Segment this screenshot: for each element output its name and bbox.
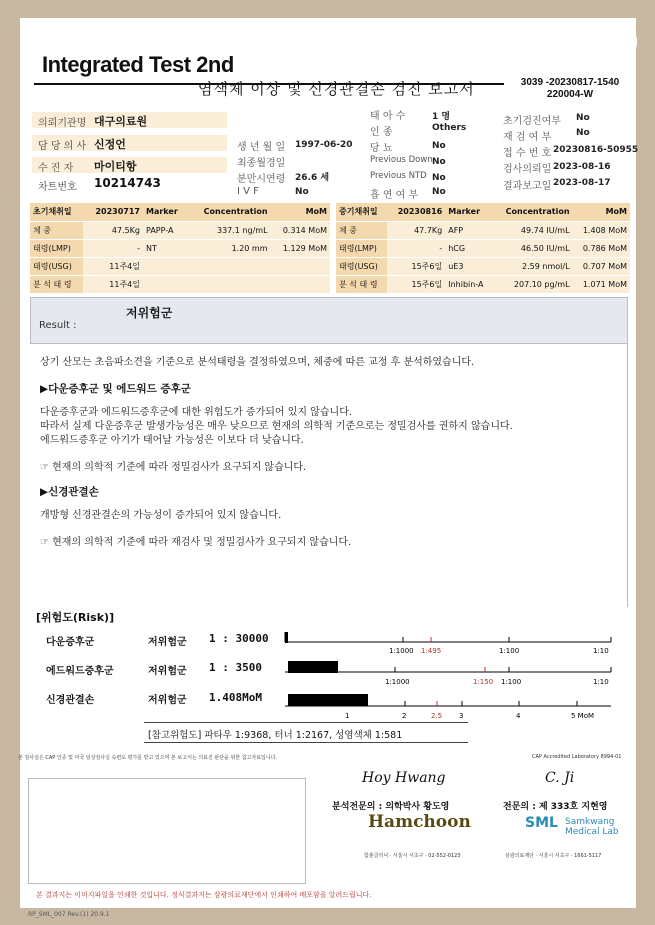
result-value: 저위험군 — [126, 306, 173, 320]
tick-edwards-4: 1:10 — [593, 678, 609, 686]
cap-number: CAP Accredited Laboratory 8994-01 — [532, 754, 622, 760]
first-tri-row — [30, 239, 330, 257]
reexam-label: 재 검 여 부 — [503, 132, 552, 143]
signature-right: C. Ji — [545, 770, 575, 786]
previous-ntd-label: Previous NTD — [370, 171, 427, 181]
first-tri-cell: Concentration — [188, 203, 271, 221]
document-number: 3039 -20230817-1540 220004-W — [520, 77, 620, 100]
second-tri-cell: Concentration — [493, 203, 573, 221]
ntd-line-1: 개방형 신경관결손의 가능성이 증가되어 있지 않습니다. — [40, 510, 282, 521]
tick-ntd-2: 2 — [402, 712, 407, 720]
second-tri-cell: 태령(USG) — [336, 257, 387, 275]
previous-down-label: Previous Down — [370, 155, 433, 165]
second-tri-cell: 1.408 MoM — [573, 221, 630, 239]
ivf-label: I V F — [237, 186, 259, 197]
requesting-institution: 의뢰기관명 대구의료원 — [32, 112, 227, 128]
reexam-value: No — [576, 128, 590, 138]
second-tri-cell: 49.74 IU/mL — [493, 221, 573, 239]
first-tri-cell: Marker — [143, 203, 188, 221]
patient-name: 수 진 자 마이티항 — [32, 157, 227, 173]
initial-exam-label: 초기검진여부 — [503, 116, 561, 127]
initial-exam-value: No — [576, 113, 590, 123]
first-tri-row — [30, 257, 330, 275]
second-tri-cell: 47.7Kg — [387, 221, 445, 239]
left-org-address: 함춘클리닉 · 서울시 서초구 · 02-552-0123 — [364, 853, 461, 859]
second-tri-cell: 207.10 pg/mL — [493, 275, 573, 293]
tick-ntd-1: 1 — [345, 712, 350, 720]
second-tri-cell: 분 석 태 령 — [336, 275, 387, 293]
ntd-heading: ▶신경관결손 — [40, 486, 99, 498]
tick-down-1: 1:1000 — [389, 647, 414, 655]
tick-down-3: 1:100 — [499, 647, 520, 655]
first-tri-cell: 초기채취일 — [30, 203, 83, 221]
risk-scale-ntd — [285, 690, 615, 722]
down-edwards-line-3: 에드워드증후군 아기가 태어날 가능성은 이보다 더 낮습니다. — [40, 435, 304, 446]
second-tri-cell: 2.59 nmol/L — [493, 257, 573, 275]
second-tri-cell: 체 중 — [336, 221, 387, 239]
first-tri-cell — [271, 257, 330, 275]
report-title-en: Integrated Test 2nd — [42, 52, 234, 77]
tick-ntd-3: 2.5 — [431, 712, 443, 720]
tick-edwards-1: 1:1000 — [385, 678, 410, 686]
signer-left: 분석전문의 : 의학박사 황도영 — [332, 802, 450, 812]
previous-down-value: No — [432, 157, 446, 167]
form-number: RP_SML_007 Rev.(1) 20.9.1 — [28, 911, 110, 918]
samkwang-logo: SML Samkwang Medical Lab — [525, 815, 619, 837]
risk-bar-edwards — [288, 661, 338, 673]
second-tri-cell: Marker — [445, 203, 492, 221]
first-tri-cell — [143, 275, 188, 293]
second-tri-cell: 15주6일 — [387, 257, 445, 275]
birthdate-value: 1997-06-20 — [295, 140, 353, 150]
report-date-label: 결과보고일 — [503, 181, 552, 192]
second-tri-row — [336, 257, 630, 275]
second-tri-cell: MoM — [573, 203, 630, 221]
second-tri-cell: hCG — [445, 239, 492, 257]
ntd-note: ☞ 현재의 의학적 기준에 따라 재검사 및 정밀검사가 요구되지 않습니다. — [40, 537, 352, 548]
risk-scale-edwards — [285, 658, 615, 690]
first-tri-cell — [271, 275, 330, 293]
tick-edwards-2: 1:150 — [473, 678, 494, 686]
risk-value-down: 1 : 30000 — [209, 632, 269, 645]
first-tri-cell: 태령(LMP) — [30, 239, 83, 257]
risk-name-down: 다운증후군 — [46, 637, 95, 648]
first-tri-cell: 337.1 ng/mL — [188, 221, 271, 239]
receipt-number-label: 접 수 번 호 — [503, 148, 552, 159]
signer-right: 전문의 : 제 333호 지현영 — [503, 802, 608, 812]
footer-notice: 본 결과지는 이미지파일을 인쇄한 것입니다. 정식결과지는 삼광의료재단에서 인쇄하여 배포함을 알려드립니다. — [36, 891, 372, 899]
second-tri-row — [336, 239, 630, 257]
first-tri-cell — [143, 257, 188, 275]
tick-ntd-5: 4 — [516, 712, 521, 720]
first-tri-cell: 1.129 MoM — [271, 239, 330, 257]
first-tri-cell: 체 중 — [30, 221, 83, 239]
first-tri-row — [30, 275, 330, 293]
risk-group-edwards: 저위험군 — [148, 666, 187, 677]
result-border-right — [627, 297, 628, 607]
first-trimester-table — [30, 203, 330, 294]
first-tri-cell: 분 석 태 령 — [30, 275, 83, 293]
risk-group-ntd: 저위험군 — [148, 695, 187, 706]
diabetes-label: 당 뇨 — [370, 143, 393, 154]
second-tri-row — [336, 203, 630, 221]
right-org-address: 삼광의료재단 · 서울시 서초구 · 1661-5117 — [505, 853, 602, 859]
tick-down-4: 1:10 — [593, 647, 609, 655]
second-tri-cell: 0.786 MoM — [573, 239, 630, 257]
risk-bar-ntd — [288, 694, 368, 706]
lmp-label: 최종월경일 — [237, 158, 286, 169]
diabetes-value: No — [432, 141, 446, 151]
hamchoon-logo: Hamchoon — [368, 812, 471, 832]
cap-note: 본 검사실은 CAP 인증 및 미국 임상검사실 숙련도 평가를 받고 있으며 본 보고서는 의료진 판단을 위한 참고자료입니다. — [18, 755, 278, 761]
first-tri-cell: 1.20 mm — [188, 239, 271, 257]
down-edwards-note: ☞ 현재의 의학적 기준에 따라 정밀검사가 요구되지 않습니다. — [40, 462, 307, 473]
smoking-value: No — [432, 187, 446, 197]
down-edwards-line-1: 다운증후군과 에드워드증후군에 대한 위험도가 증가되어 있지 않습니다. — [40, 407, 353, 418]
request-date-value: 2023-08-16 — [553, 162, 611, 172]
first-tri-cell: MoM — [271, 203, 330, 221]
second-tri-cell: uE3 — [445, 257, 492, 275]
tick-ntd-4: 3 — [459, 712, 464, 720]
first-tri-cell: - — [83, 239, 143, 257]
second-tri-cell: 1.071 MoM — [573, 275, 630, 293]
risk-value-edwards: 1 : 3500 — [209, 661, 262, 674]
risk-value-ntd: 1.408MoM — [209, 691, 262, 704]
request-date-label: 검사의뢰일 — [503, 164, 552, 175]
second-tri-cell: 태령(LMP) — [336, 239, 387, 257]
second-tri-cell: Inhibin-A — [445, 275, 492, 293]
reference-bottom-line — [144, 742, 468, 743]
attending-doctor: 담 당 의 사 신정언 — [32, 135, 227, 151]
first-tri-row — [30, 221, 330, 239]
down-edwards-line-2: 따라서 실제 다운증후군 발생가능성은 매우 낮으므로 현재의 의학적 기준으로는 정밀검사를 권하지 않습니다. — [40, 421, 513, 432]
report-title-ko: 염색체 이상 및 신경관결손 검진 보고서 — [198, 80, 475, 98]
risk-title: [위험도(Risk)] — [36, 611, 115, 624]
second-tri-cell: 중기채취일 — [336, 203, 387, 221]
first-tri-cell: 20230717 — [83, 203, 143, 221]
result-label: Result : — [39, 320, 77, 331]
race-label: 인 종 — [370, 127, 393, 138]
first-tri-cell: 0.314 MoM — [271, 221, 330, 239]
first-tri-cell: 태령(USG) — [30, 257, 83, 275]
previous-ntd-value: No — [432, 173, 446, 183]
second-tri-cell: - — [387, 239, 445, 257]
risk-scale-down — [285, 628, 615, 660]
down-edwards-heading: ▶다운증후군 및 에드워드 증후군 — [40, 383, 191, 395]
delivery-age-value: 26.6 세 — [295, 173, 330, 183]
fetus-count-label: 태 아 수 — [370, 111, 406, 122]
second-tri-cell: 0.707 MoM — [573, 257, 630, 275]
delivery-age-label: 분만시연령 — [237, 174, 286, 185]
sml-logo: SML — [597, 22, 637, 62]
birthdate-label: 생 년 월 일 — [237, 142, 286, 153]
first-tri-cell: PAPP-A — [143, 221, 188, 239]
tick-edwards-3: 1:100 — [501, 678, 522, 686]
smoking-label: 흡 연 여 부 — [370, 190, 419, 201]
second-tri-cell: 15주6일 — [387, 275, 445, 293]
intro-text: 상기 산모는 초음파소견을 기준으로 분석태령을 결정하였으며, 체중에 따른 교정 후 분석하였습니다. — [40, 357, 475, 368]
receipt-number-value: 20230816-50955 — [553, 145, 639, 155]
comment-box — [28, 778, 306, 884]
chart-number: 차트번호 10214743 — [32, 176, 227, 192]
second-tri-cell: 20230816 — [387, 203, 445, 221]
first-tri-row — [30, 203, 330, 221]
second-tri-row — [336, 221, 630, 239]
tick-ntd-6: 5 MoM — [571, 712, 595, 720]
report-date-value: 2023-08-17 — [553, 178, 611, 188]
race-value: Others — [432, 123, 467, 133]
first-tri-cell: NT — [143, 239, 188, 257]
first-tri-cell — [188, 275, 271, 293]
second-tri-cell: AFP — [445, 221, 492, 239]
signature-left: Hoy Hwang — [362, 770, 446, 786]
second-tri-cell: 46.50 IU/mL — [493, 239, 573, 257]
reference-risk: [참고위험도] 파타우 1:9368, 터너 1:2167, 성염색체 1:581 — [148, 730, 403, 741]
first-tri-cell: 11주4일 — [83, 275, 143, 293]
second-tri-row — [336, 275, 630, 293]
first-tri-cell — [188, 257, 271, 275]
risk-name-edwards: 에드워드증후군 — [46, 666, 114, 677]
risk-name-ntd: 신경관결손 — [46, 695, 95, 706]
tick-down-2: 1:495 — [421, 647, 442, 655]
risk-group-down: 저위험군 — [148, 637, 187, 648]
result-box — [30, 297, 628, 344]
reference-top-line — [144, 722, 468, 723]
second-trimester-table — [336, 203, 630, 294]
first-tri-cell: 11주4일 — [83, 257, 143, 275]
fetus-count-value: 1 명 — [432, 112, 451, 122]
first-tri-cell: 47.5Kg — [83, 221, 143, 239]
ivf-value: No — [295, 187, 309, 197]
